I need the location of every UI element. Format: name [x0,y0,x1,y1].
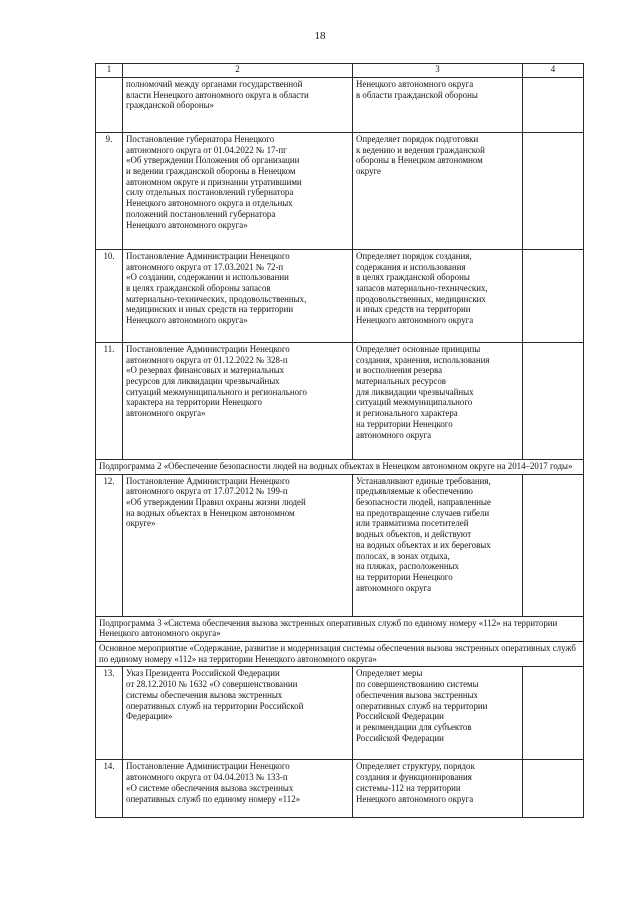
row-number [96,78,123,133]
row-number: 10. [96,250,123,343]
row-number: 13. [96,667,123,760]
subprogram-3-title: Подпрограмма 3 «Система обеспечения вызова экстренных оперативных служб по единому номеру «112» на территории Ненецкого автономного округа» [96,616,584,641]
subprogram-row [96,616,584,641]
main-activity-row [96,642,584,667]
act-note [523,667,584,760]
main-activity-title: Основное мероприятие «Содержание, развитие и модернизация системы обеспечения вызова экстренных оперативных служб по единому номеру «112» на территории Ненецкого автономного округа» [96,642,584,667]
act-note [523,133,584,250]
table-row [96,667,584,760]
row-number: 14. [96,760,123,818]
act-title: Постановление Администрации Ненецкого автономного округа от 04.04.2013 № 133-п «О системе обеспечения вызова экстренных оперативных служб по единому номеру «112» [123,760,353,818]
act-title: Постановление Администрации Ненецкого автономного округа от 17.07.2012 № 199-п «Об утверждении Правил охраны жизни людей на водных объектах в Ненецком автономном округе» [123,474,353,616]
act-title: Постановление губернатора Ненецкого автономного округа от 01.04.2022 № 17-пг «Об утверждении Положения об организации и ведении гражданской обороны в Ненецком автономном округе и признании утратившими силу отдельных постановлений губернатора Ненецкого автономного округа и отдельных положений постановлений губернатора Ненецкого автономного округа» [123,133,353,250]
header-col-2: 2 [123,64,353,78]
act-note [523,760,584,818]
page-number: 18 [314,30,326,42]
row-number: 11. [96,343,123,460]
act-description: Определяет основные принципы создания, хранения, использования и восполнения резерва материальных ресурсов для ликвидации чрезвычайных ситуаций межмуниципального и регионального характера на территории Ненецкого автономного округа [353,343,523,460]
act-note [523,343,584,460]
header-col-4: 4 [523,64,584,78]
act-title: полномочий между органами государственной власти Ненецкого автономного округа в области гражданской обороны» [123,78,353,133]
act-note [523,78,584,133]
table-row [96,343,584,460]
act-description: Устанавливают единые требования, предъявляемые к обеспечению безопасности людей, направленные на предотвращение случаев гибели или травматизма посетителей водных объектов, и действуют на водных объектах и их береговых полосах, в зонах отдыха, на пляжах, расположенных на территории Ненецкого автономного округа [353,474,523,616]
legal-acts-table [95,63,584,818]
row-number: 9. [96,133,123,250]
subprogram-2-title: Подпрограмма 2 «Обеспечение безопасности людей на водных объектах в Ненецком автономном округе на 2014–2017 годы» [96,460,584,475]
header-col-3: 3 [353,64,523,78]
table-row [96,78,584,133]
table-row [96,760,584,818]
table-row [96,133,584,250]
subprogram-row [96,460,584,475]
act-note [523,474,584,616]
row-number: 12. [96,474,123,616]
table-row [96,474,584,616]
act-title: Постановление Администрации Ненецкого автономного округа от 01.12.2022 № 328-п «О резервах финансовых и материальных ресурсов для ликвидации чрезвычайных ситуаций межмуниципального и регионального характера на территории Ненецкого автономного округа» [123,343,353,460]
act-title: Постановление Администрации Ненецкого автономного округа от 17.03.2021 № 72-п «О создании, содержании и использовании в целях гражданской обороны запасов материально-технических, продовольственных, медицинских и иных средств на территории Ненецкого автономного округа» [123,250,353,343]
act-description: Определяет порядок создания, содержания и использования в целях гражданской обороны запасов материально-технических, продовольственных, медицинских и иных средств на территории Ненецкого автономного округа [353,250,523,343]
header-col-1: 1 [96,64,123,78]
act-description: Определяет структуру, порядок создания и функционирования системы-112 на территории Ненецкого автономного округа [353,760,523,818]
act-description: Ненецкого автономного округа в области гражданской обороны [353,78,523,133]
table-row [96,250,584,343]
act-note [523,250,584,343]
act-description: Определяет меры по совершенствованию системы обеспечения вызова экстренных оперативных служб на территории Российской Федерации и рекомендации для субъектов Российской Федерации [353,667,523,760]
act-title: Указ Президента Российской Федерации от 28.12.2010 № 1632 «О совершенствовании системы обеспечения вызова экстренных оперативных служб на территории Российской Федерации» [123,667,353,760]
act-description: Определяет порядок подготовки к ведению и ведения гражданской обороны в Ненецком автономном округе [353,133,523,250]
header-row [96,64,584,78]
